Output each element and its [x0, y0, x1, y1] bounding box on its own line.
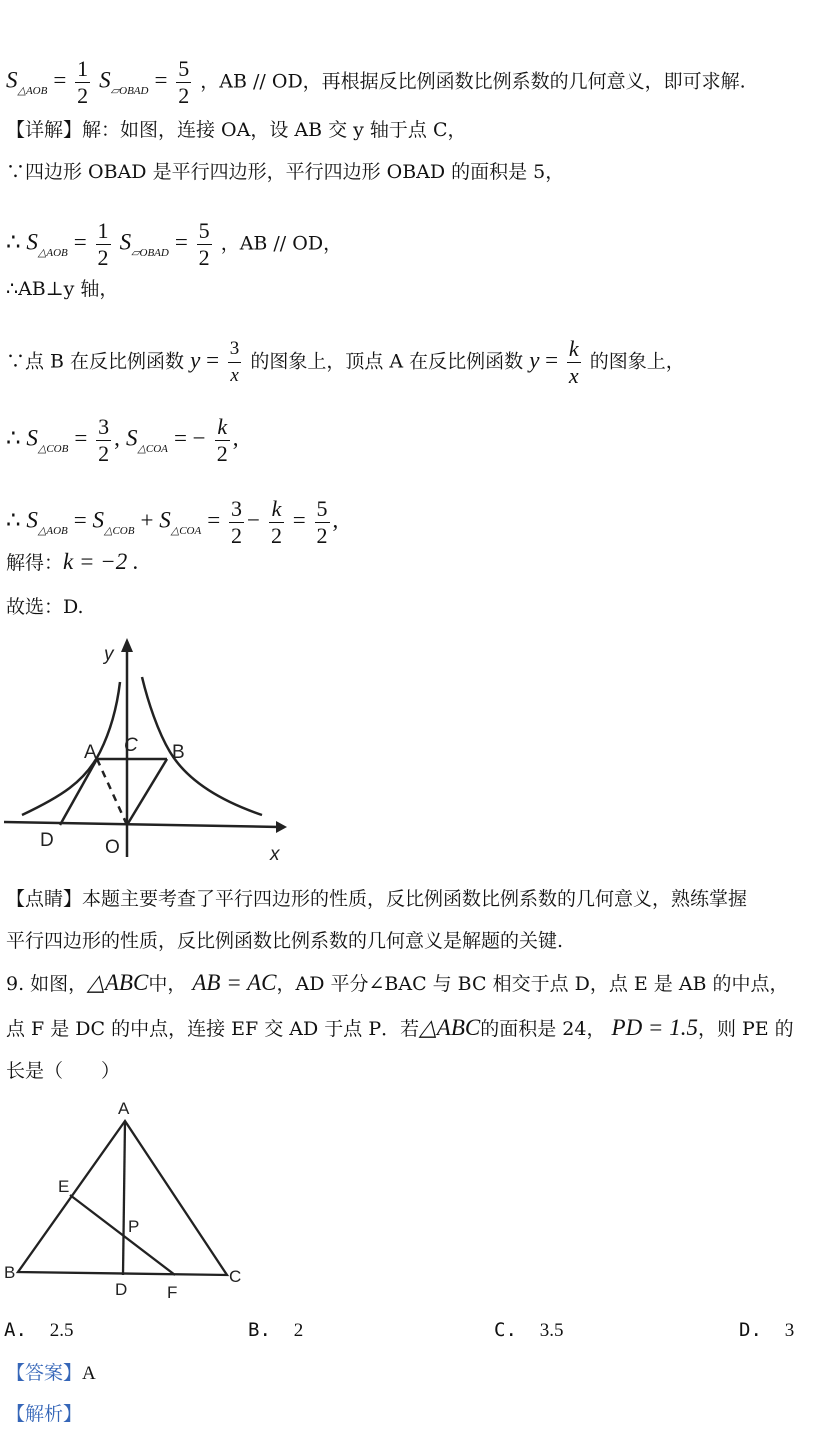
- option-b[interactable]: B. 2: [248, 1319, 304, 1341]
- line-9: 解得：k = −2 .: [6, 549, 139, 574]
- segment-AD: [123, 1121, 125, 1275]
- x-axis: [4, 822, 280, 827]
- line-1: $S_{\triangle AOB}$ = $\frac{1}{2}$ $S_{▱OBAD}$ = $\frac{5}{2}$ ，AB // OD，再根据反比例函数比例系数的几何意义，即可求解.: [6, 56, 746, 108]
- answer-label: 【答案】: [6, 1362, 83, 1384]
- label-P: P: [128, 1217, 140, 1236]
- q9-line-2: 点 F 是 DC 的中点，连接 EF 交 AD 于点 P．若△ABC的面积是 24， PD = 1.5，则 PE 的: [6, 1015, 794, 1040]
- label-D: D: [115, 1280, 128, 1299]
- hyperbola-figure: [0, 632, 300, 867]
- right-branch: [142, 677, 262, 815]
- left-branch: [22, 682, 120, 815]
- label-D: D: [40, 830, 54, 851]
- analysis-label: 【解析】: [6, 1403, 83, 1425]
- answer-value: A: [82, 1363, 96, 1384]
- line-8: ∴ $S_{\triangle AOB} = S_{\triangle COB} + S_{\triangle COA}$ = $\frac{3}{2}$ − $\frac{k}{2}$ = $\frac{5}{2}$ ,: [6, 496, 339, 548]
- q9-line-1: 9. 如图，△ABC中， AB = AC，AD 平分∠BAC 与 BC 相交于点 D，点 E 是 AB 的中点，: [6, 970, 789, 995]
- option-a[interactable]: A. 2.5: [4, 1319, 74, 1341]
- label-O: O: [105, 837, 120, 858]
- label-x: x: [270, 844, 280, 865]
- line-10: 故选：D.: [6, 596, 84, 618]
- line-5: ∴AB⊥y 轴，: [6, 278, 119, 300]
- segment-BO: [127, 759, 167, 825]
- triangle-figure: [0, 1095, 250, 1305]
- label-y: y: [104, 644, 114, 665]
- label-B: B: [172, 742, 185, 763]
- line-4: ∴ $S_{\triangle AOB}$ = $\frac{1}{2}$ $S_{▱OBAD}$ = $\frac{5}{2}$ ，AB // OD，: [6, 218, 343, 270]
- line-3: ∵四边形 OBAD 是平行四边形，平行四边形 OBAD 的面积是 5，: [6, 161, 565, 183]
- line-2: 【详解】解：如图，连接 OA，设 AB 交 y 轴于点 C，: [6, 119, 467, 141]
- line-7: ∴ $S_{\triangle COB}$ = $\frac{3}{2}$ , $S_{\triangle COA}$ = − $\frac{k}{2}$ ,: [6, 414, 239, 466]
- label-E: E: [58, 1177, 70, 1196]
- line-6: ∵点 B 在反比例函数 y = $\frac{3}{x}$ 的图象上，顶点 A 在反比例函数 y = $\frac{k}{x}$ 的图象上，: [6, 336, 685, 388]
- label-C: C: [124, 735, 138, 756]
- label-A: A: [118, 1099, 130, 1118]
- label-B: B: [4, 1263, 16, 1282]
- q9-line-3: 长是（ ）: [6, 1060, 121, 1082]
- segment-AO: [97, 759, 127, 825]
- answer-line: [6, 1361, 96, 1386]
- option-d[interactable]: D. 3: [739, 1319, 795, 1341]
- label-A: A: [84, 742, 97, 763]
- option-c[interactable]: C. 3.5: [494, 1319, 564, 1341]
- comment-line-2: 平行四边形的性质，反比例函数比例系数的几何意义是解题的关键.: [6, 930, 564, 952]
- label-C: C: [229, 1267, 242, 1286]
- comment-line-1: 【点睛】本题主要考查了平行四边形的性质，反比例函数比例系数的几何意义，熟练掌握: [6, 888, 748, 910]
- label-F: F: [167, 1283, 178, 1302]
